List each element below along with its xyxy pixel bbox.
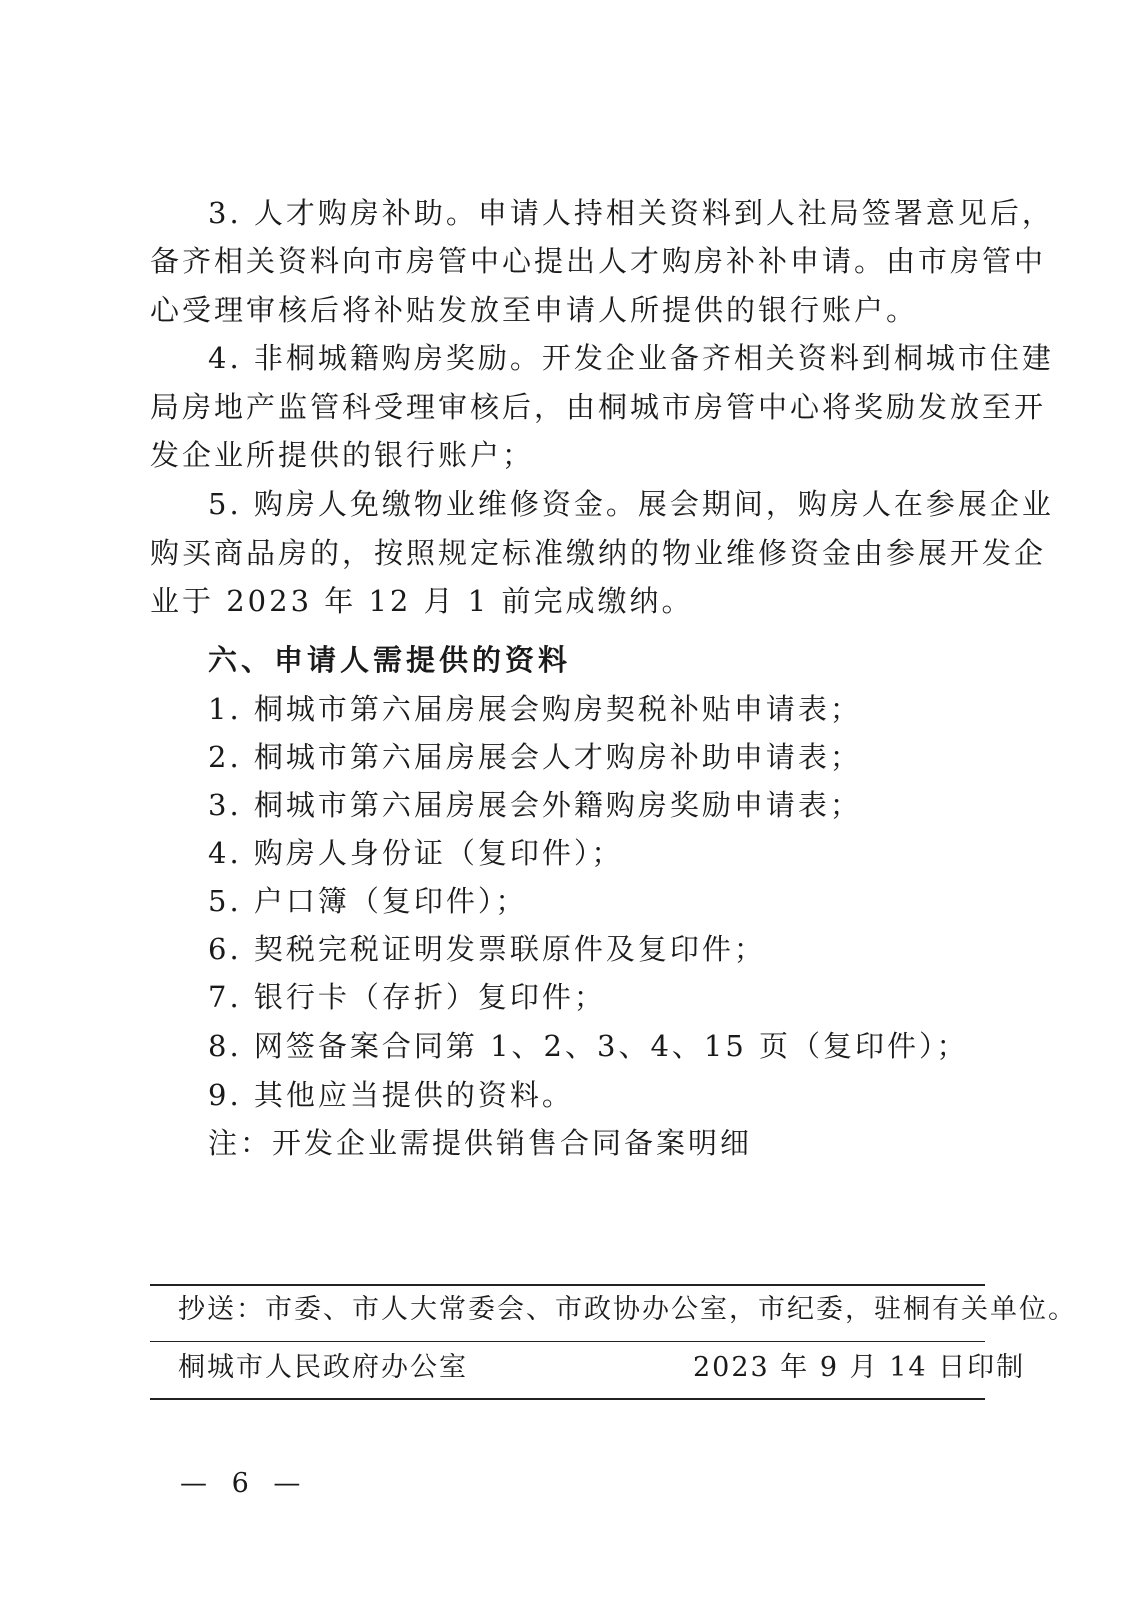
list-item: 6. 契税完税证明发票联原件及复印件； [208,932,766,966]
cc-line: 抄送：市委、市人大常委会、市政协办公室，市纪委，驻桐有关单位。 [178,1294,1077,1325]
list-item: 4. 购房人身份证（复印件）； [208,836,624,870]
paragraph-line: 3. 人才购房补助。申请人持相关资料到人社局签署意见后， [208,196,1054,230]
paragraph-line: 发企业所提供的银行账户； [150,438,535,472]
paragraph-line: 4. 非桐城籍购房奖励。开发企业备齐相关资料到桐城市住建 [208,341,1054,375]
print-date: 2023 年 9 月 14 日印制 [693,1352,1026,1383]
list-item: 7. 银行卡（存折）复印件； [208,980,606,1014]
paragraph-line: 局房地产监管科受理审核后，由桐城市房管中心将奖励发放至开 [150,390,1047,424]
footer-middle-rule [150,1341,985,1342]
footer-bottom-rule [150,1398,985,1400]
list-item: 3. 桐城市第六届房展会外籍购房奖励申请表； [208,788,862,822]
paragraph-line: 5. 购房人免缴物业维修资金。展会期间，购房人在参展企业 [208,487,1054,521]
paragraph-line: 业于 2023 年 12 月 1 前完成缴纳。 [150,584,694,618]
list-item: 5. 户口簿（复印件）； [208,884,528,918]
page-number: — 6 — [180,1468,309,1499]
list-item: 1. 桐城市第六届房展会购房契税补贴申请表； [208,692,862,726]
issuer: 桐城市人民政府办公室 [178,1352,468,1383]
note: 注：开发企业需提供销售合同备案明细 [208,1126,753,1160]
list-item: 8. 网签备案合同第 1、2、3、4、15 页（复印件）； [208,1029,969,1063]
paragraph-line: 购买商品房的，按照规定标准缴纳的物业维修资金由参展开发企 [150,536,1047,570]
footer-top-rule [150,1284,985,1286]
list-item: 2. 桐城市第六届房展会人才购房补助申请表； [208,740,862,774]
paragraph-line: 心受理审核后将补贴发放至申请人所提供的银行账户。 [150,293,919,327]
paragraph-line: 备齐相关资料向市房管中心提出人才购房补补申请。由市房管中 [150,244,1047,278]
section-heading: 六、申请人需提供的资料 [208,643,572,677]
list-item: 9. 其他应当提供的资料。 [208,1078,574,1112]
